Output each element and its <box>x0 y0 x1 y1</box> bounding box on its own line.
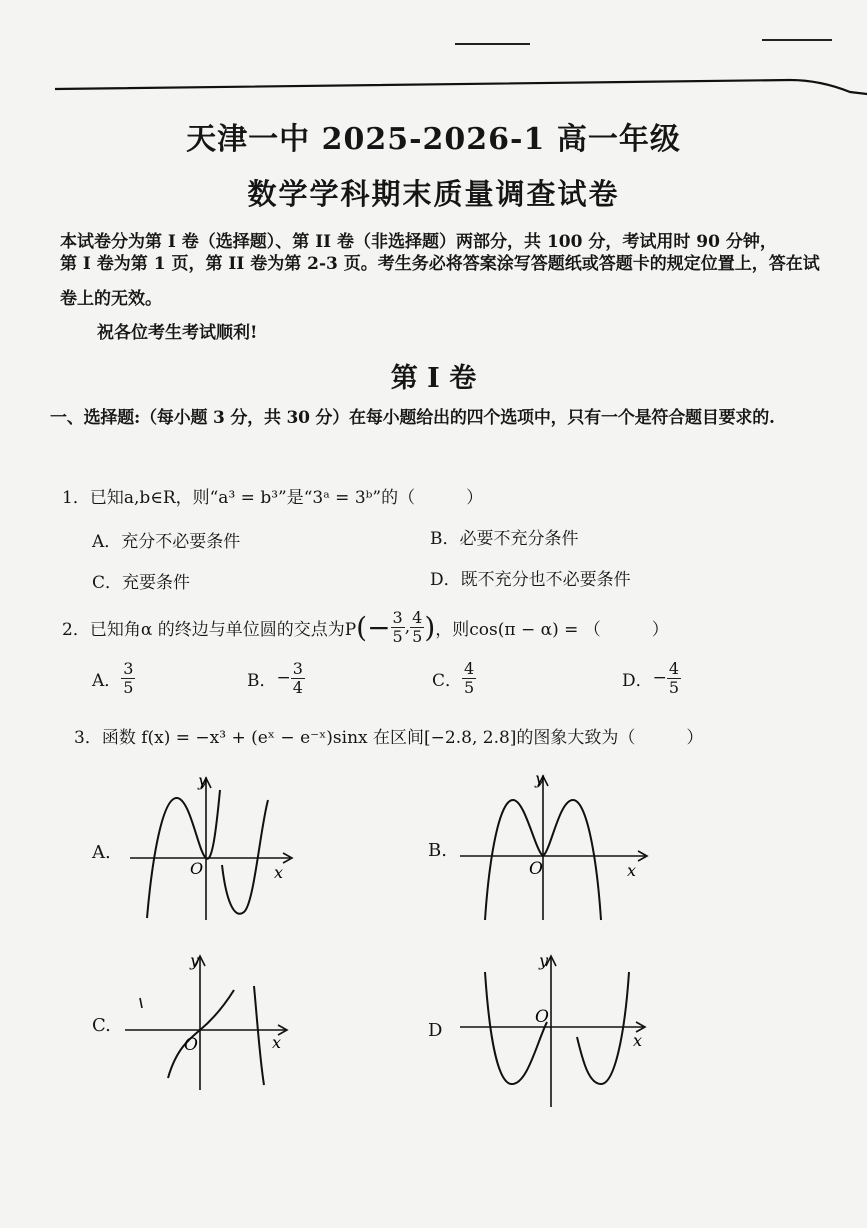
q2-py-fraction <box>410 609 424 645</box>
intro-line-1: 本试卷分为第 I 卷（选择题）、第 II 卷（非选择题）两部分，共 100 分，考试用时 90 分钟， <box>60 232 777 252</box>
graph-d <box>455 952 655 1112</box>
q2-option-c-fraction <box>462 660 476 696</box>
graph-a-origin: O <box>190 859 204 878</box>
graph-c-y-label: y <box>190 951 200 970</box>
q2-option-d-fraction <box>667 660 681 696</box>
q2-stem-suffix: ，则cos(π − α) = （ ） <box>435 619 669 640</box>
q2-option-a-label: A． <box>92 670 122 691</box>
q2-option-c-den: 5 <box>464 677 475 697</box>
graph-d-label: D <box>428 1020 443 1041</box>
header-rule <box>0 0 867 100</box>
graph-b-origin: O <box>529 859 543 879</box>
section-heading: 一、选择题:（每小题 3 分，共 30 分）在每小题给出的四个选项中，只有一个是符合题目要求的. <box>50 408 775 428</box>
q2-px-den: 5 <box>392 626 403 646</box>
question-1-stem: 1．已知a,b∈R，则“a³ = b³”是“3ᵃ = 3ᵇ”的（ ） <box>62 488 484 508</box>
q1-option-a: A．充分不必要条件 <box>92 532 241 552</box>
graph-b-y-label: y <box>535 769 545 788</box>
q2-option-a-den: 5 <box>123 677 134 697</box>
q2-option-b-den: 4 <box>292 677 303 697</box>
graph-a-y-label: y <box>198 771 208 790</box>
graph-c <box>120 950 300 1100</box>
question-3-stem: 3．函数 f(x) = −x³ + (eˣ − e⁻ˣ)sinx 在区间[−2.8, 2.8]的图象大致为（ ） <box>74 728 704 748</box>
q2-option-d-label: D． <box>622 670 653 691</box>
q2-option-d-num: 4 <box>668 659 680 678</box>
graph-c-label: C. <box>92 1015 111 1036</box>
q2-option-d-sign: − <box>652 668 667 689</box>
q2-option-a-fraction <box>121 660 135 696</box>
graph-a <box>120 770 300 930</box>
graph-c-origin: O <box>184 1035 198 1055</box>
q2-option-b-fraction <box>291 660 305 696</box>
q2-option-d <box>622 660 681 696</box>
q1-option-d: D．既不充分也不必要条件 <box>430 570 631 590</box>
volume-title: 第 I 卷 <box>390 363 477 394</box>
graph-a-x-label: x <box>274 863 284 882</box>
q2-py-den: 5 <box>412 626 423 646</box>
q2-option-c-label: C． <box>432 670 463 691</box>
graph-c-x-label: x <box>272 1033 282 1052</box>
q2-paren-open: (− <box>356 610 391 644</box>
q2-option-c-num: 4 <box>464 659 475 678</box>
q2-option-a-num: 3 <box>123 659 134 678</box>
intro-line-2: 第 I 卷为第 1 页，第 II 卷为第 2-3 页。考生务必将答案涂写答题纸或答题卡的规定位置上，答在试 <box>60 254 820 274</box>
q2-option-b-num: 3 <box>292 659 303 678</box>
q2-option-c <box>432 660 476 696</box>
q1-option-b: B．必要不充分条件 <box>430 529 579 549</box>
q2-option-a <box>92 660 135 696</box>
q2-option-d-den: 5 <box>668 677 680 697</box>
q2-stem-prefix: 2．已知角α 的终边与单位圆的交点为P <box>62 619 357 640</box>
q1-option-c: C．充要条件 <box>92 573 191 593</box>
q2-py-num: 4 <box>412 607 423 627</box>
q2-px-fraction <box>391 609 405 645</box>
q2-option-b-label: B． <box>247 670 277 691</box>
graph-b-label: B. <box>428 840 447 861</box>
graph-d-origin: O <box>535 1007 549 1027</box>
graph-b-x-label: x <box>627 861 637 880</box>
intro-line-3: 卷上的无效。 <box>60 289 162 309</box>
graph-a-label: A. <box>92 842 111 863</box>
exam-subtitle: 数学学科期末质量调查试卷 <box>247 177 620 211</box>
q2-comma: , <box>404 617 411 637</box>
question-2-stem <box>62 606 669 648</box>
graph-b <box>455 770 655 930</box>
q2-px-num: 3 <box>392 607 403 627</box>
q2-option-b-sign: − <box>276 668 291 689</box>
graph-d-y-label: y <box>539 951 549 970</box>
graph-d-x-label: x <box>633 1031 643 1050</box>
q2-option-b <box>247 660 305 696</box>
wish-text: 祝各位考生考试顺利! <box>97 323 258 343</box>
exam-title: 天津一中 2025-2026-1 高一年级 <box>186 122 681 157</box>
q2-paren-close: ) <box>424 610 436 644</box>
